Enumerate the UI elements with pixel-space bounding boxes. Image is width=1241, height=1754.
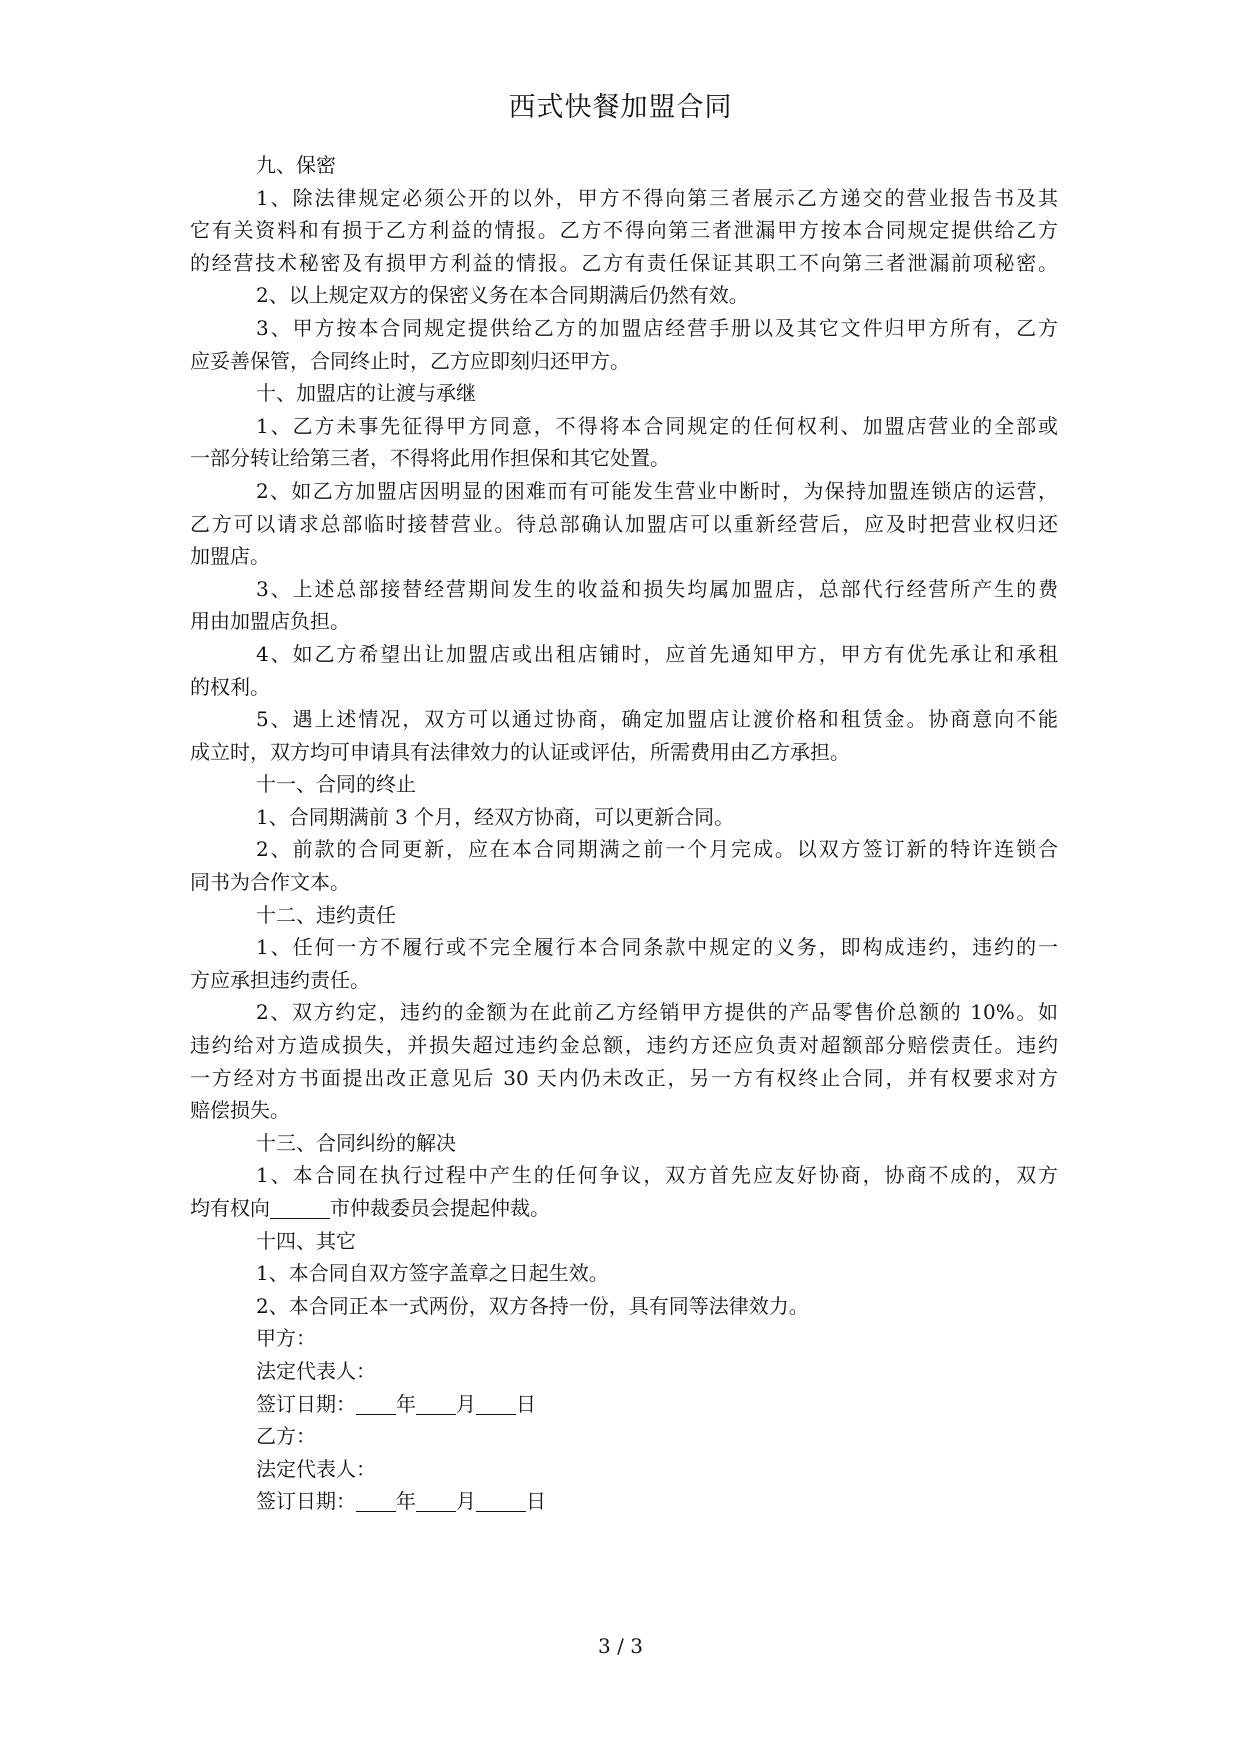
party-b-label: 乙方： [256, 1424, 316, 1449]
contract-line: 的经营技术秘密及有损甲方利益的情报。乙方有责任保证其职工不向第三者泄漏前项秘密。 [190, 250, 1058, 275]
arbitration-text-after: 市仲裁委员会提起仲裁。 [330, 1196, 550, 1220]
month-label: 月 [456, 1489, 476, 1514]
contract-line: 1、本合同在执行过程中产生的任何争议，双方首先应友好协商，协商不成的，双方 [256, 1163, 1058, 1188]
contract-line: 违约给对方造成损失，并损失超过违约金总额，违约方还应负责对超额部分赔偿责任。违约 [190, 1033, 1058, 1058]
contract-line: 1、乙方未事先征得甲方同意，不得将本合同规定的任何权利、加盟店营业的全部或 [256, 413, 1058, 438]
arbitration-line [190, 1192, 1058, 1225]
year-label: 年 [396, 1489, 416, 1514]
contract-line: 十、加盟店的让渡与承继 [256, 381, 476, 406]
contract-line: 2、如乙方加盟店因明显的困难而有可能发生营业中断时，为保持加盟连锁店的运营， [256, 478, 1058, 503]
contract-line: 乙方可以请求总部临时接替营业。待总部确认加盟店可以重新经营后，应及时把营业权归还 [190, 511, 1058, 536]
party-a-rep-label: 法定代表人： [256, 1358, 376, 1383]
contract-line: 1、除法律规定必须公开的以外，甲方不得向第三者展示乙方递交的营业报告书及其 [256, 185, 1058, 210]
contract-line: 一部分转让给第三者，不得将此用作担保和其它处置。 [190, 446, 670, 471]
city-blank [270, 1196, 330, 1219]
contract-line: 方应承担违约责任。 [190, 967, 370, 992]
contract-line: 同书为合作文本。 [190, 870, 350, 895]
contract-line: 应妥善保管，合同终止时，乙方应即刻归还甲方。 [190, 348, 630, 373]
month-label: 月 [456, 1391, 476, 1416]
month-blank [416, 1392, 456, 1415]
contract-body [190, 149, 1058, 1518]
contract-line: 4、如乙方希望出让加盟店或出租店铺时，应首先通知甲方，甲方有优先承让和承租 [256, 641, 1058, 666]
contract-line: 3、上述总部接替经营期间发生的收益和损失均属加盟店，总部代行经营所产生的费 [256, 576, 1058, 601]
contract-line: 一方经对方书面提出改正意见后 30 天内仍未改正，另一方有权终止合同，并有权要求对方 [190, 1065, 1058, 1090]
day-label: 日 [516, 1391, 536, 1416]
year-blank [356, 1392, 396, 1415]
section-14-heading: 十四、其它 [256, 1228, 356, 1253]
party-b-sign-date [190, 1485, 1058, 1518]
contract-line: 九、保密 [256, 153, 336, 177]
month-blank [416, 1489, 456, 1512]
contract-line: 2、双方约定，违约的金额为在此前乙方经销甲方提供的产品零售价总额的 10%。如 [256, 1000, 1058, 1025]
section-14-item-1: 1、本合同自双方签字盖章之日起生效。 [256, 1261, 609, 1286]
contract-line: 1、合同期满前 3 个月，经双方协商，可以更新合同。 [256, 804, 735, 829]
document-title: 西式快餐加盟合同 [508, 92, 733, 123]
party-b-date-label: 签订日期： [256, 1489, 356, 1514]
contract-line: 2、前款的合同更新，应在本合同期满之前一个月完成。以双方签订新的特许连锁合 [256, 837, 1058, 862]
contract-line: 十三、合同纠纷的解决 [256, 1130, 456, 1155]
party-a-label: 甲方： [256, 1326, 316, 1351]
contract-line: 3、甲方按本合同规定提供给乙方的加盟店经营手册以及其它文件归甲方所有，乙方 [256, 315, 1058, 340]
day-blank [476, 1489, 526, 1512]
contract-line: 赔偿损失。 [190, 1098, 290, 1123]
year-blank [356, 1489, 396, 1512]
contract-line: 十二、违约责任 [256, 902, 396, 927]
party-a-sign-date [190, 1388, 1058, 1421]
contract-clauses [190, 149, 1058, 1192]
day-label: 日 [526, 1489, 546, 1514]
year-label: 年 [396, 1391, 416, 1416]
page-number: 3 / 3 [598, 1634, 643, 1658]
contract-line: 用由加盟店负担。 [190, 609, 350, 634]
contract-line: 成立时，双方均可申请具有法律效力的认证或评估，所需费用由乙方承担。 [190, 739, 850, 764]
contract-line: 5、遇上述情况，双方可以通过协商，确定加盟店让渡价格和租赁金。协商意向不能 [256, 707, 1058, 732]
contract-line: 十一、合同的终止 [256, 772, 416, 797]
contract-line: 1、任何一方不履行或不完全履行本合同条款中规定的义务，即构成违约，违约的一 [256, 935, 1058, 960]
day-blank [476, 1392, 516, 1415]
party-b-rep-label: 法定代表人： [256, 1456, 376, 1481]
arbitration-text-before: 均有权向 [190, 1196, 270, 1220]
party-a-date-label: 签订日期： [256, 1391, 356, 1416]
contract-line: 它有关资料和有损于乙方利益的情报。乙方不得向第三者泄漏甲方按本合同规定提供给乙方 [190, 218, 1058, 243]
contract-line: 加盟店。 [190, 544, 270, 569]
contract-line: 2、以上规定双方的保密义务在本合同期满后仍然有效。 [256, 283, 749, 308]
contract-line: 的权利。 [190, 674, 270, 699]
section-14-item-2: 2、本合同正本一式两份，双方各持一份，具有同等法律效力。 [256, 1293, 809, 1318]
